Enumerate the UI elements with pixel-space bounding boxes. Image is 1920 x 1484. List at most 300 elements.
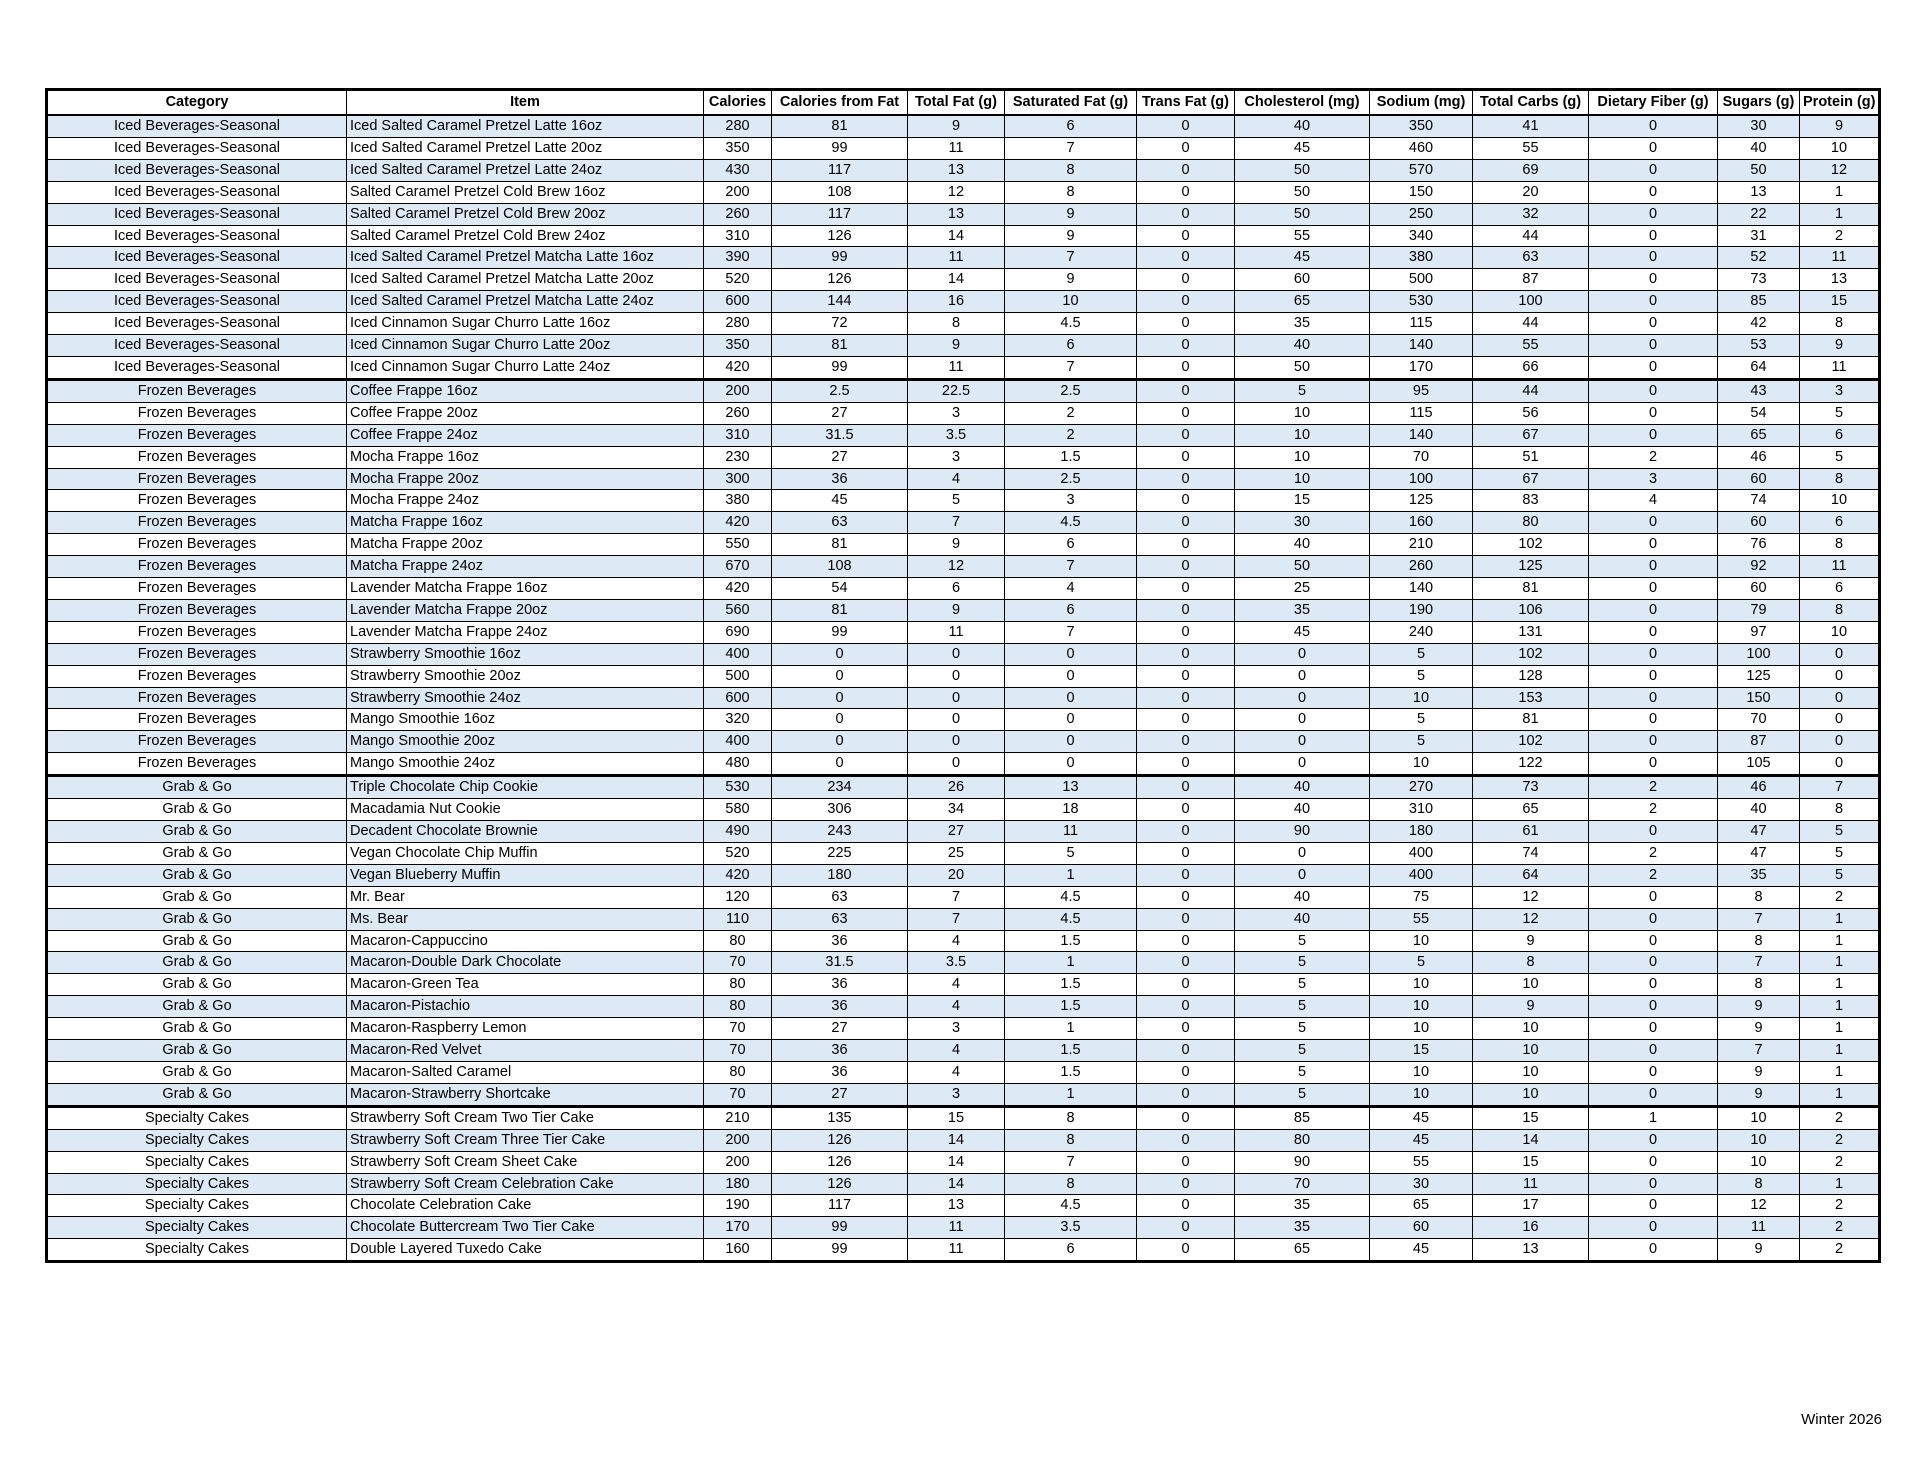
item-cell: Coffee Frappe 16oz — [347, 379, 704, 402]
value-cell: 350 — [1370, 115, 1473, 137]
value-cell: 13 — [1718, 181, 1800, 203]
value-cell: 36 — [772, 974, 908, 996]
value-cell: 9 — [1718, 1061, 1800, 1083]
table-row — [47, 468, 1880, 490]
value-cell: 8 — [908, 313, 1005, 335]
value-cell: 1 — [1800, 1061, 1880, 1083]
value-cell: 200 — [704, 1151, 772, 1173]
value-cell: 1 — [1005, 1018, 1137, 1040]
value-cell: 560 — [704, 599, 772, 621]
value-cell: 0 — [1800, 643, 1880, 665]
item-cell: Mocha Frappe 16oz — [347, 446, 704, 468]
value-cell: 40 — [1235, 534, 1370, 556]
value-cell: 9 — [1005, 203, 1137, 225]
table-row — [47, 731, 1880, 753]
value-cell: 9 — [1718, 1018, 1800, 1040]
item-cell: Strawberry Soft Cream Celebration Cake — [347, 1173, 704, 1195]
category-cell: Grab & Go — [47, 1040, 347, 1062]
value-cell: 56 — [1473, 402, 1589, 424]
value-cell: 70 — [1370, 446, 1473, 468]
value-cell: 0 — [1137, 864, 1235, 886]
value-cell: 0 — [908, 643, 1005, 665]
value-cell: 0 — [1800, 709, 1880, 731]
value-cell: 117 — [772, 203, 908, 225]
value-cell: 26 — [908, 776, 1005, 799]
item-cell: Salted Caramel Pretzel Cold Brew 24oz — [347, 225, 704, 247]
item-cell: Ms. Bear — [347, 908, 704, 930]
value-cell: 10 — [1370, 687, 1473, 709]
value-cell: 14 — [908, 269, 1005, 291]
nutrition-table — [45, 88, 1881, 1263]
value-cell: 117 — [772, 1195, 908, 1217]
value-cell: 5 — [1800, 821, 1880, 843]
table-row — [47, 115, 1880, 137]
item-cell: Iced Salted Caramel Pretzel Matcha Latte 24oz — [347, 291, 704, 313]
value-cell: 126 — [772, 225, 908, 247]
value-cell: 10 — [1235, 424, 1370, 446]
value-cell: 30 — [1235, 512, 1370, 534]
value-cell: 70 — [704, 1018, 772, 1040]
value-cell: 670 — [704, 556, 772, 578]
value-cell: 0 — [1589, 247, 1718, 269]
category-cell: Grab & Go — [47, 1018, 347, 1040]
value-cell: 31.5 — [772, 424, 908, 446]
value-cell: 400 — [1370, 864, 1473, 886]
category-cell: Grab & Go — [47, 996, 347, 1018]
value-cell: 75 — [1370, 886, 1473, 908]
value-cell: 80 — [704, 974, 772, 996]
value-cell: 4 — [908, 930, 1005, 952]
value-cell: 80 — [704, 996, 772, 1018]
table-row — [47, 621, 1880, 643]
value-cell: 95 — [1370, 379, 1473, 402]
value-cell: 600 — [704, 687, 772, 709]
value-cell: 280 — [704, 115, 772, 137]
value-cell: 0 — [908, 665, 1005, 687]
value-cell: 0 — [1137, 356, 1235, 379]
value-cell: 420 — [704, 356, 772, 379]
column-header: Sugars (g) — [1718, 90, 1800, 116]
column-header: Total Fat (g) — [908, 90, 1005, 116]
value-cell: 0 — [1137, 225, 1235, 247]
value-cell: 80 — [1235, 1129, 1370, 1151]
value-cell: 50 — [1235, 203, 1370, 225]
category-cell: Grab & Go — [47, 842, 347, 864]
value-cell: 0 — [1589, 908, 1718, 930]
value-cell: 300 — [704, 468, 772, 490]
value-cell: 47 — [1718, 821, 1800, 843]
value-cell: 260 — [704, 203, 772, 225]
value-cell: 110 — [704, 908, 772, 930]
table-row — [47, 821, 1880, 843]
column-header: Category — [47, 90, 347, 116]
value-cell: 0 — [1589, 424, 1718, 446]
category-cell: Grab & Go — [47, 886, 347, 908]
value-cell: 3 — [908, 1083, 1005, 1106]
value-cell: 460 — [1370, 137, 1473, 159]
item-cell: Iced Cinnamon Sugar Churro Latte 24oz — [347, 356, 704, 379]
table-row — [47, 776, 1880, 799]
value-cell: 0 — [1137, 446, 1235, 468]
value-cell: 0 — [1235, 864, 1370, 886]
value-cell: 500 — [704, 665, 772, 687]
value-cell: 10 — [1370, 930, 1473, 952]
value-cell: 0 — [1137, 1061, 1235, 1083]
value-cell: 32 — [1473, 203, 1589, 225]
value-cell: 81 — [772, 534, 908, 556]
value-cell: 102 — [1473, 643, 1589, 665]
value-cell: 106 — [1473, 599, 1589, 621]
value-cell: 55 — [1473, 335, 1589, 357]
value-cell: 320 — [704, 709, 772, 731]
item-cell: Strawberry Soft Cream Three Tier Cake — [347, 1129, 704, 1151]
value-cell: 190 — [1370, 599, 1473, 621]
value-cell: 45 — [1235, 137, 1370, 159]
value-cell: 0 — [1137, 974, 1235, 996]
table-row — [47, 137, 1880, 159]
item-cell: Strawberry Soft Cream Sheet Cake — [347, 1151, 704, 1173]
value-cell: 10 — [1370, 996, 1473, 1018]
value-cell: 380 — [1370, 247, 1473, 269]
value-cell: 126 — [772, 1173, 908, 1195]
value-cell: 0 — [1235, 687, 1370, 709]
value-cell: 0 — [1589, 1151, 1718, 1173]
value-cell: 81 — [1473, 709, 1589, 731]
value-cell: 83 — [1473, 490, 1589, 512]
value-cell: 128 — [1473, 665, 1589, 687]
value-cell: 390 — [704, 247, 772, 269]
value-cell: 11 — [1718, 1217, 1800, 1239]
value-cell: 0 — [1137, 203, 1235, 225]
value-cell: 5 — [1235, 930, 1370, 952]
value-cell: 7 — [1800, 776, 1880, 799]
value-cell: 40 — [1235, 799, 1370, 821]
value-cell: 153 — [1473, 687, 1589, 709]
category-cell: Iced Beverages-Seasonal — [47, 313, 347, 335]
value-cell: 0 — [1137, 842, 1235, 864]
value-cell: 4 — [908, 468, 1005, 490]
item-cell: Iced Salted Caramel Pretzel Latte 20oz — [347, 137, 704, 159]
value-cell: 0 — [1137, 599, 1235, 621]
value-cell: 310 — [704, 424, 772, 446]
table-row — [47, 247, 1880, 269]
value-cell: 14 — [1473, 1129, 1589, 1151]
value-cell: 46 — [1718, 776, 1800, 799]
value-cell: 3.5 — [908, 952, 1005, 974]
category-cell: Frozen Beverages — [47, 379, 347, 402]
value-cell: 81 — [772, 115, 908, 137]
value-cell: 10 — [1370, 753, 1473, 776]
value-cell: 6 — [1005, 1239, 1137, 1262]
value-cell: 100 — [1473, 291, 1589, 313]
value-cell: 45 — [1370, 1239, 1473, 1262]
value-cell: 2.5 — [772, 379, 908, 402]
value-cell: 7 — [1718, 952, 1800, 974]
value-cell: 69 — [1473, 159, 1589, 181]
value-cell: 0 — [1800, 731, 1880, 753]
value-cell: 210 — [1370, 534, 1473, 556]
item-cell: Strawberry Smoothie 24oz — [347, 687, 704, 709]
value-cell: 7 — [1005, 621, 1137, 643]
item-cell: Coffee Frappe 24oz — [347, 424, 704, 446]
value-cell: 11 — [908, 137, 1005, 159]
value-cell: 18 — [1005, 799, 1137, 821]
value-cell: 61 — [1473, 821, 1589, 843]
category-cell: Specialty Cakes — [47, 1106, 347, 1129]
value-cell: 0 — [908, 709, 1005, 731]
category-cell: Frozen Beverages — [47, 534, 347, 556]
value-cell: 35 — [1235, 313, 1370, 335]
value-cell: 570 — [1370, 159, 1473, 181]
item-cell: Iced Salted Caramel Pretzel Latte 24oz — [347, 159, 704, 181]
category-cell: Specialty Cakes — [47, 1129, 347, 1151]
category-cell: Frozen Beverages — [47, 578, 347, 600]
value-cell: 0 — [1589, 578, 1718, 600]
value-cell: 2 — [1589, 799, 1718, 821]
category-cell: Iced Beverages-Seasonal — [47, 225, 347, 247]
value-cell: 7 — [1005, 247, 1137, 269]
value-cell: 0 — [1137, 269, 1235, 291]
value-cell: 0 — [1589, 1018, 1718, 1040]
value-cell: 520 — [704, 269, 772, 291]
value-cell: 7 — [908, 512, 1005, 534]
item-cell: Macaron-Cappuccino — [347, 930, 704, 952]
value-cell: 0 — [1589, 1195, 1718, 1217]
category-cell: Frozen Beverages — [47, 424, 347, 446]
value-cell: 0 — [1235, 731, 1370, 753]
value-cell: 12 — [1473, 908, 1589, 930]
table-row — [47, 665, 1880, 687]
value-cell: 1.5 — [1005, 996, 1137, 1018]
value-cell: 40 — [1235, 908, 1370, 930]
category-cell: Iced Beverages-Seasonal — [47, 356, 347, 379]
table-row — [47, 1173, 1880, 1195]
value-cell: 0 — [1005, 665, 1137, 687]
value-cell: 180 — [772, 864, 908, 886]
value-cell: 2 — [1800, 1239, 1880, 1262]
value-cell: 12 — [1800, 159, 1880, 181]
value-cell: 0 — [1137, 952, 1235, 974]
value-cell: 51 — [1473, 446, 1589, 468]
value-cell: 190 — [704, 1195, 772, 1217]
value-cell: 8 — [1800, 534, 1880, 556]
value-cell: 5 — [1235, 996, 1370, 1018]
value-cell: 6 — [1005, 599, 1137, 621]
value-cell: 90 — [1235, 821, 1370, 843]
value-cell: 11 — [1005, 821, 1137, 843]
value-cell: 0 — [1589, 313, 1718, 335]
value-cell: 20 — [1473, 181, 1589, 203]
value-cell: 580 — [704, 799, 772, 821]
value-cell: 8 — [1005, 1173, 1137, 1195]
value-cell: 8 — [1800, 313, 1880, 335]
value-cell: 30 — [1718, 115, 1800, 137]
value-cell: 0 — [1137, 313, 1235, 335]
category-cell: Frozen Beverages — [47, 599, 347, 621]
value-cell: 36 — [772, 468, 908, 490]
table-header — [47, 90, 1880, 116]
value-cell: 79 — [1718, 599, 1800, 621]
value-cell: 76 — [1718, 534, 1800, 556]
value-cell: 50 — [1235, 356, 1370, 379]
value-cell: 90 — [1235, 1151, 1370, 1173]
value-cell: 13 — [1800, 269, 1880, 291]
value-cell: 490 — [704, 821, 772, 843]
value-cell: 9 — [1473, 996, 1589, 1018]
value-cell: 6 — [1005, 115, 1137, 137]
value-cell: 11 — [1800, 247, 1880, 269]
value-cell: 0 — [1137, 578, 1235, 600]
value-cell: 0 — [908, 687, 1005, 709]
value-cell: 11 — [908, 356, 1005, 379]
category-cell: Grab & Go — [47, 799, 347, 821]
table-row — [47, 1083, 1880, 1106]
value-cell: 2 — [1005, 402, 1137, 424]
category-cell: Iced Beverages-Seasonal — [47, 115, 347, 137]
value-cell: 67 — [1473, 424, 1589, 446]
value-cell: 60 — [1718, 578, 1800, 600]
value-cell: 0 — [1005, 687, 1137, 709]
value-cell: 0 — [1137, 512, 1235, 534]
value-cell: 0 — [1589, 181, 1718, 203]
value-cell: 34 — [908, 799, 1005, 821]
value-cell: 2 — [1589, 864, 1718, 886]
value-cell: 8 — [1473, 952, 1589, 974]
table-row — [47, 709, 1880, 731]
value-cell: 180 — [1370, 821, 1473, 843]
category-cell: Grab & Go — [47, 1083, 347, 1106]
category-cell: Frozen Beverages — [47, 687, 347, 709]
table-row — [47, 159, 1880, 181]
value-cell: 16 — [1473, 1217, 1589, 1239]
value-cell: 0 — [1137, 1239, 1235, 1262]
value-cell: 2 — [1800, 1151, 1880, 1173]
value-cell: 1 — [1005, 1083, 1137, 1106]
value-cell: 12 — [1473, 886, 1589, 908]
value-cell: 0 — [1589, 1217, 1718, 1239]
value-cell: 0 — [1235, 709, 1370, 731]
value-cell: 1 — [1005, 864, 1137, 886]
item-cell: Salted Caramel Pretzel Cold Brew 20oz — [347, 203, 704, 225]
value-cell: 97 — [1718, 621, 1800, 643]
value-cell: 17 — [1473, 1195, 1589, 1217]
table-row — [47, 952, 1880, 974]
value-cell: 50 — [1235, 556, 1370, 578]
value-cell: 10 — [1473, 1061, 1589, 1083]
value-cell: 12 — [908, 556, 1005, 578]
table-row — [47, 1129, 1880, 1151]
value-cell: 3 — [1589, 468, 1718, 490]
category-cell: Grab & Go — [47, 864, 347, 886]
value-cell: 85 — [1718, 291, 1800, 313]
value-cell: 6 — [1800, 424, 1880, 446]
value-cell: 14 — [908, 1151, 1005, 1173]
value-cell: 9 — [1718, 1239, 1800, 1262]
value-cell: 55 — [1370, 908, 1473, 930]
value-cell: 0 — [1137, 1083, 1235, 1106]
value-cell: 70 — [1235, 1173, 1370, 1195]
value-cell: 0 — [1137, 468, 1235, 490]
category-cell: Specialty Cakes — [47, 1239, 347, 1262]
value-cell: 47 — [1718, 842, 1800, 864]
table-row — [47, 203, 1880, 225]
value-cell: 9 — [1800, 335, 1880, 357]
category-cell: Frozen Beverages — [47, 709, 347, 731]
value-cell: 4.5 — [1005, 886, 1137, 908]
value-cell: 36 — [772, 1061, 908, 1083]
item-cell: Macaron-Double Dark Chocolate — [347, 952, 704, 974]
value-cell: 0 — [1005, 643, 1137, 665]
value-cell: 1 — [1800, 181, 1880, 203]
value-cell: 16 — [908, 291, 1005, 313]
value-cell: 0 — [1005, 709, 1137, 731]
value-cell: 99 — [772, 356, 908, 379]
value-cell: 2 — [1800, 225, 1880, 247]
item-cell: Vegan Chocolate Chip Muffin — [347, 842, 704, 864]
value-cell: 0 — [1137, 247, 1235, 269]
value-cell: 72 — [772, 313, 908, 335]
category-cell: Grab & Go — [47, 776, 347, 799]
column-header: Trans Fat (g) — [1137, 90, 1235, 116]
value-cell: 108 — [772, 181, 908, 203]
item-cell: Macaron-Green Tea — [347, 974, 704, 996]
value-cell: 1 — [1005, 952, 1137, 974]
value-cell: 65 — [1718, 424, 1800, 446]
value-cell: 4.5 — [1005, 313, 1137, 335]
value-cell: 10 — [1718, 1151, 1800, 1173]
value-cell: 0 — [1589, 996, 1718, 1018]
value-cell: 6 — [1005, 534, 1137, 556]
value-cell: 1 — [1800, 908, 1880, 930]
value-cell: 102 — [1473, 731, 1589, 753]
value-cell: 3 — [908, 1018, 1005, 1040]
value-cell: 85 — [1235, 1106, 1370, 1129]
value-cell: 0 — [1137, 908, 1235, 930]
value-cell: 3 — [908, 402, 1005, 424]
value-cell: 22.5 — [908, 379, 1005, 402]
value-cell: 200 — [704, 379, 772, 402]
value-cell: 125 — [1718, 665, 1800, 687]
value-cell: 70 — [704, 1083, 772, 1106]
value-cell: 5 — [1235, 1061, 1370, 1083]
value-cell: 6 — [1005, 335, 1137, 357]
value-cell: 4 — [1005, 578, 1137, 600]
value-cell: 55 — [1370, 1151, 1473, 1173]
value-cell: 52 — [1718, 247, 1800, 269]
table-row — [47, 1018, 1880, 1040]
value-cell: 170 — [704, 1217, 772, 1239]
category-cell: Specialty Cakes — [47, 1151, 347, 1173]
value-cell: 7 — [908, 886, 1005, 908]
column-header: Calories — [704, 90, 772, 116]
value-cell: 0 — [1589, 203, 1718, 225]
value-cell: 8 — [1005, 1129, 1137, 1151]
value-cell: 5 — [1370, 643, 1473, 665]
value-cell: 0 — [1589, 687, 1718, 709]
value-cell: 4.5 — [1005, 512, 1137, 534]
value-cell: 117 — [772, 159, 908, 181]
value-cell: 63 — [772, 512, 908, 534]
value-cell: 10 — [1005, 291, 1137, 313]
table-row — [47, 356, 1880, 379]
value-cell: 0 — [1589, 952, 1718, 974]
value-cell: 140 — [1370, 424, 1473, 446]
value-cell: 0 — [1137, 776, 1235, 799]
item-cell: Mango Smoothie 24oz — [347, 753, 704, 776]
value-cell: 65 — [1473, 799, 1589, 821]
value-cell: 420 — [704, 512, 772, 534]
value-cell: 3.5 — [1005, 1217, 1137, 1239]
